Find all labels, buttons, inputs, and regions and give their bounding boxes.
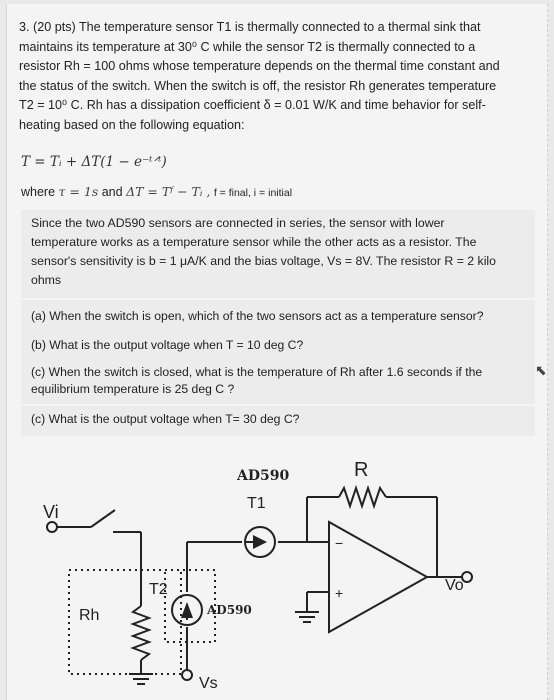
label-ad590-top: AD590 bbox=[237, 468, 290, 484]
question-c1-line: equilibrium temperature is 25 deg C ? bbox=[31, 382, 235, 396]
where-note: f = final, i = initial bbox=[213, 187, 293, 199]
question-c1-line: (c) When the switch is closed, what is the temperature of Rh after 1.6 seconds if the bbox=[31, 365, 483, 379]
intro-line: resistor Rh = 100 ohms whose temperature depends on the thermal time constant and bbox=[19, 59, 500, 73]
label-ad590-bottom: AD590 bbox=[207, 603, 252, 617]
question-b: (b) What is the output voltage when T = 10 deg C? bbox=[31, 338, 304, 352]
intro-line: heating based on the following equation: bbox=[19, 117, 245, 132]
problem-intro bbox=[19, 18, 539, 135]
vi-terminal bbox=[47, 522, 57, 532]
vs-terminal bbox=[182, 670, 192, 680]
where-delta: ΔT = Tᶠ − Tᵢ , bbox=[126, 184, 211, 199]
problem-page bbox=[6, 4, 548, 700]
sensor-line: sensor's sensitivity is b = 1 μA/K and the bias voltage, Vs = 8V. The resistor R = 2 kilo bbox=[31, 254, 496, 268]
self-heating-equation: T = Tᵢ + ΔT(1 − e⁻ᵗᐟᵗ) bbox=[21, 154, 167, 170]
label-vo: Vo bbox=[445, 577, 464, 594]
sensor-line: temperature works as a temperature sensor while the other acts as a resistor. The bbox=[31, 235, 477, 249]
r-resistor-icon bbox=[339, 488, 386, 506]
intro-line: 3. (20 pts) The temperature sensor T1 is thermally connected to a thermal sink that bbox=[19, 20, 481, 34]
where-and: and bbox=[101, 185, 123, 199]
rh-resistor-icon bbox=[133, 606, 149, 660]
sensor-line: Since the two AD590 sensors are connected in series, the sensor with lower bbox=[31, 216, 445, 230]
intro-line: the status of the switch. When the switch is off, the resistor Rh generates temperature bbox=[19, 78, 497, 93]
question-c1 bbox=[31, 364, 482, 398]
mouse-cursor-icon: ⬉ bbox=[535, 362, 547, 378]
sensor-description bbox=[31, 214, 531, 290]
intro-line: T2 = 10⁰ C. Rh has a dissipation coefficient δ = 0.01 W/K and time behavior for self- bbox=[19, 98, 486, 112]
label-t2: T2 bbox=[149, 581, 168, 598]
equation-where-line bbox=[21, 184, 292, 199]
label-vs: Vs bbox=[199, 675, 218, 692]
circuit-diagram bbox=[7, 442, 547, 700]
op-amp-icon bbox=[329, 522, 427, 632]
label-vi: Vi bbox=[43, 502, 59, 522]
label-rh: Rh bbox=[79, 607, 100, 624]
label-t1: T1 bbox=[247, 495, 266, 512]
sensor-line: ohms bbox=[31, 273, 62, 287]
op-amp-minus: − bbox=[335, 535, 344, 551]
intro-line: maintains its temperature at 30⁰ C while the sensor T2 is thermally connected to a bbox=[19, 39, 476, 54]
label-r: R bbox=[354, 459, 369, 481]
switch-icon bbox=[91, 510, 115, 527]
op-amp-plus: + bbox=[335, 585, 344, 601]
where-prefix: where bbox=[21, 185, 56, 199]
where-tau: τ = 1s bbox=[58, 184, 99, 199]
question-c2: (c) What is the output voltage when T= 30 deg C? bbox=[31, 412, 300, 426]
question-a: (a) When the switch is open, which of the two sensors act as a temperature sensor? bbox=[31, 309, 484, 323]
